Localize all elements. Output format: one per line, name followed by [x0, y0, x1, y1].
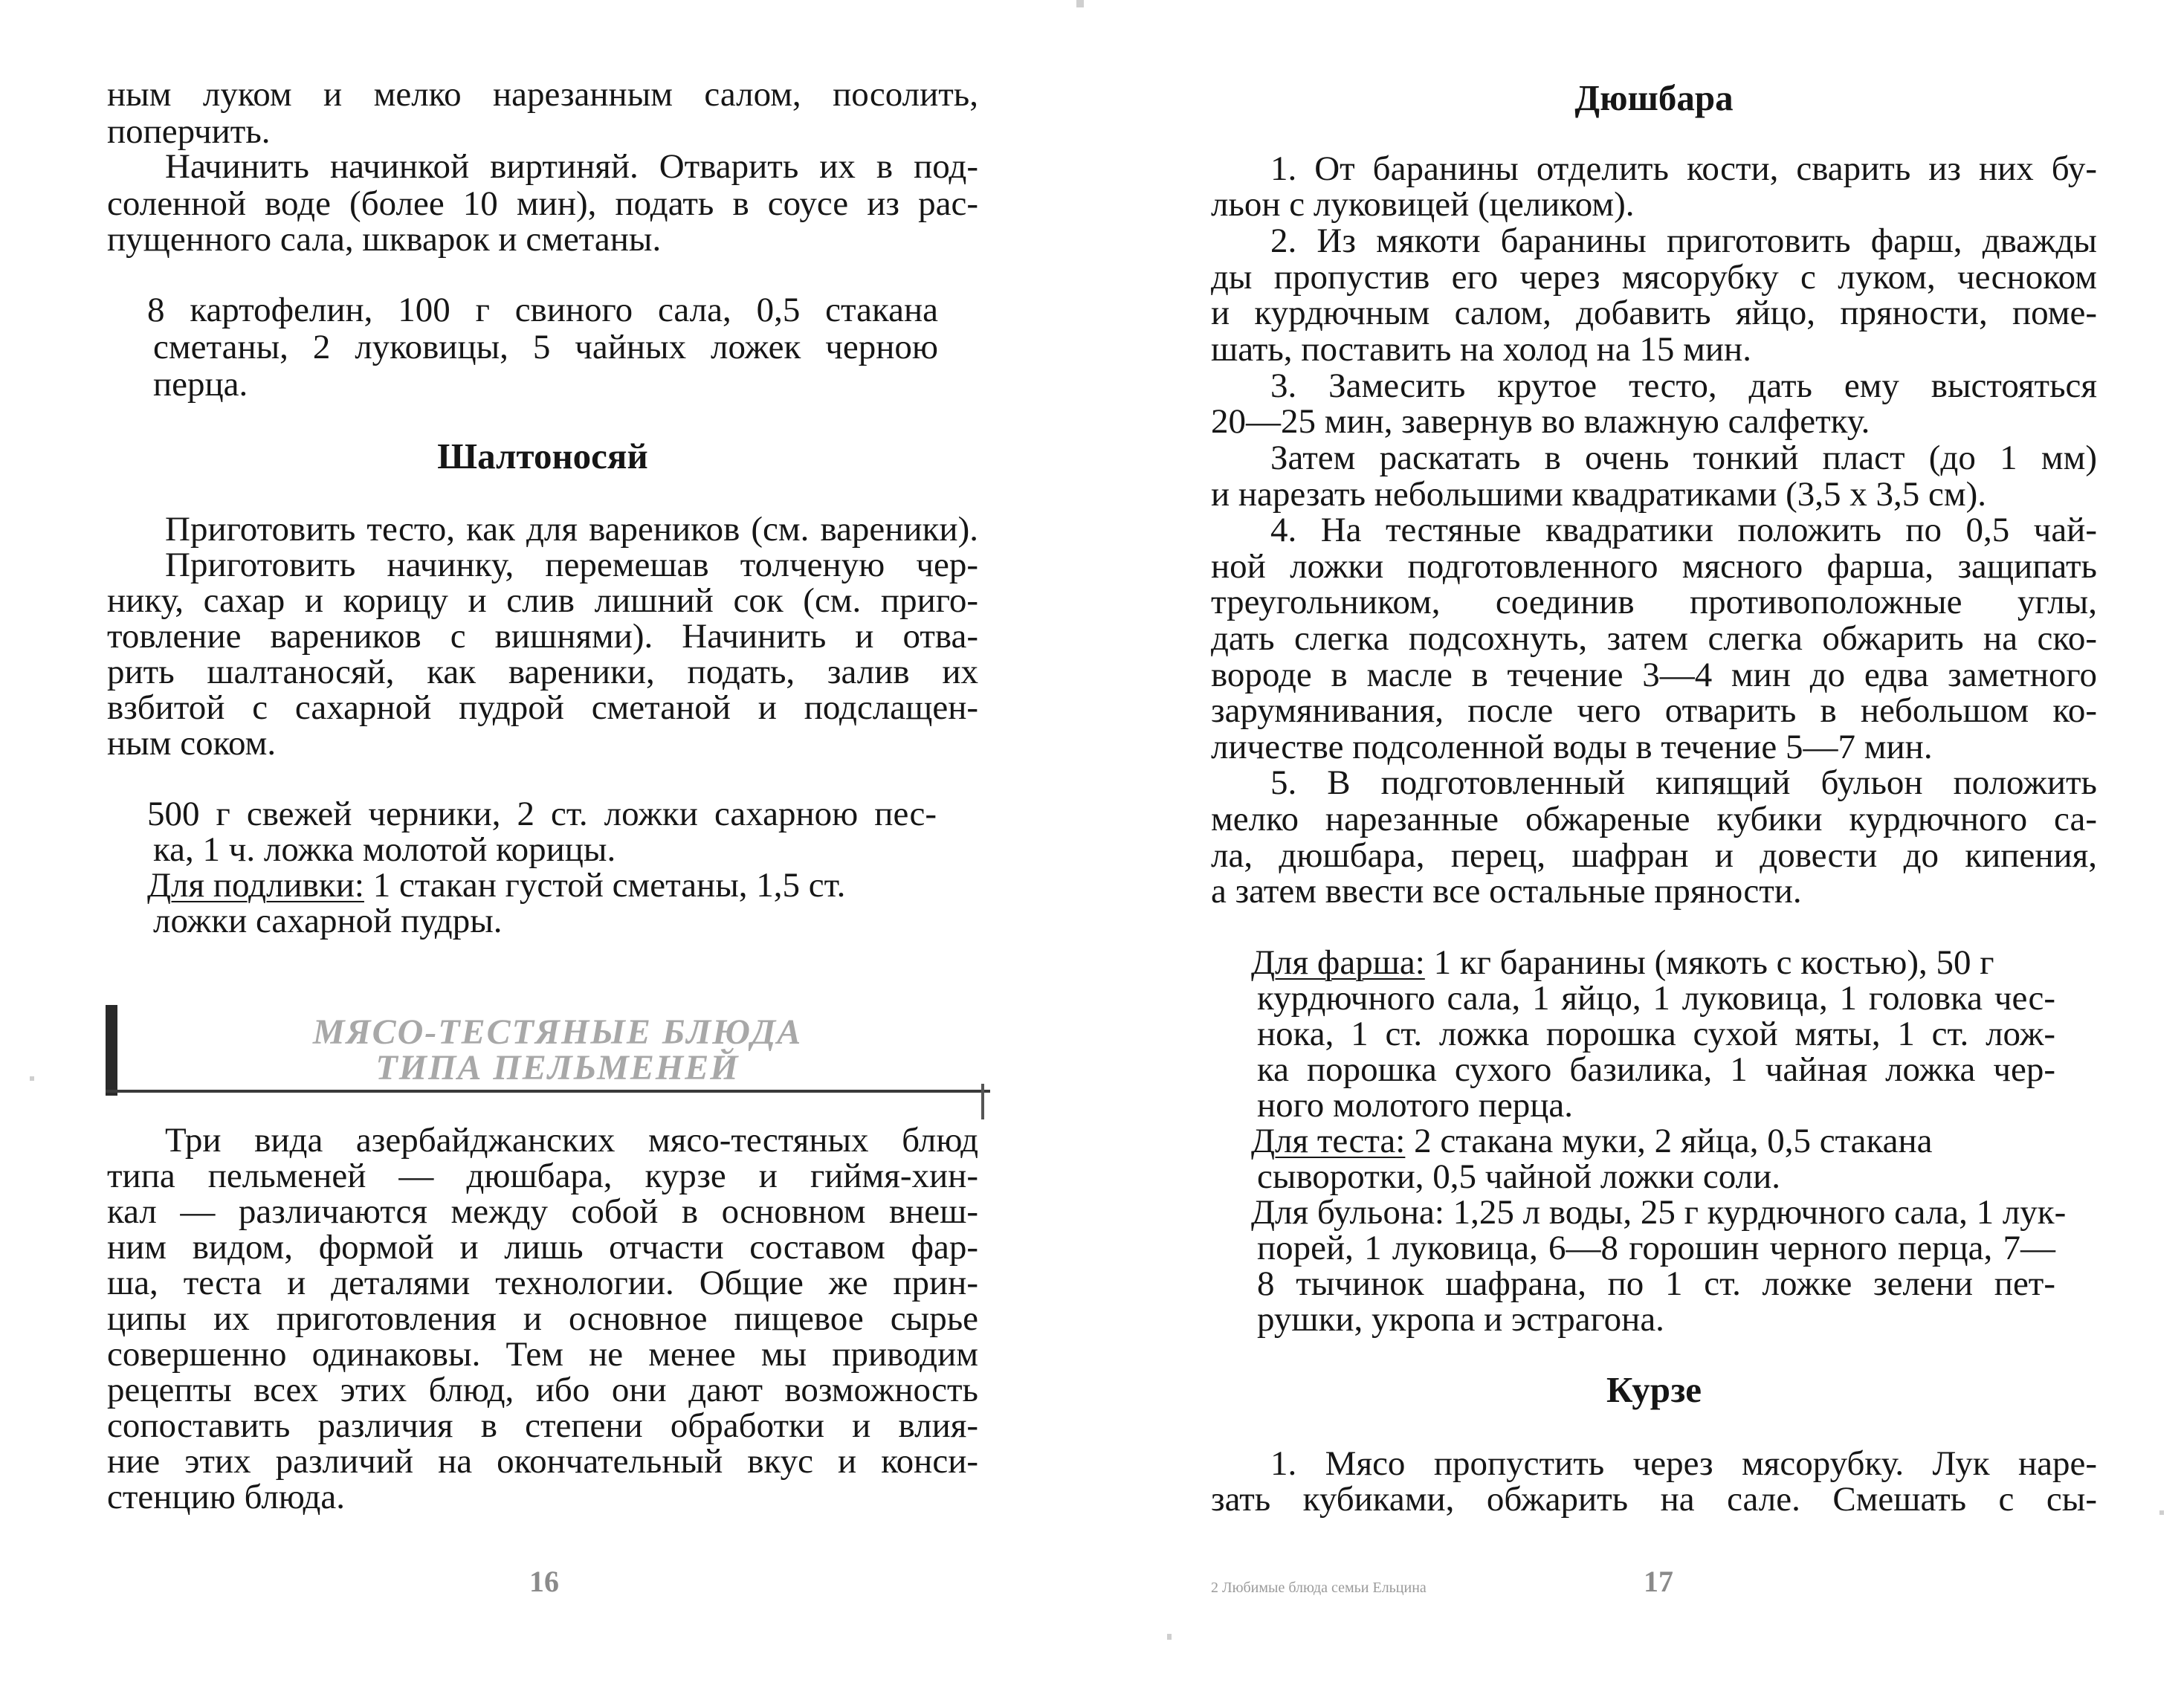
ingredients-line: сыворотки, 0,5 чайной ложки соли.	[1257, 1157, 1781, 1196]
text-line: ным луком и мелко нарезанным салом, посолить,	[107, 75, 978, 114]
text-line: 4. На тестяные квадратики положить по 0,5 чай-	[1270, 511, 2097, 549]
text-line: 1. От баранины отделить кости, сварить из них бу-	[1270, 149, 2097, 188]
ingredients-line: 8 тычинок шафрана, по 1 ст. ложке зелени пет-	[1257, 1264, 2055, 1303]
footer-note: 2 Любимые блюда семьи Ельцина	[1211, 1580, 1427, 1596]
page-number: 16	[529, 1565, 559, 1598]
text-line: 5. В подготовленный кипящий бульон положить	[1270, 763, 2097, 802]
text-line: ды пропустив его через мясорубку с луком, чесноком	[1211, 258, 2097, 297]
ingredients-label: Для подливки:	[147, 866, 364, 905]
text-line: вороде в масле в течение 3—4 мин до едва заметного	[1211, 656, 2097, 694]
text-line: Приготовить начинку, перемешав толченую чер-	[165, 546, 978, 584]
ingredients-line: Для бульона: 1,25 л воды, 25 г курдючного сала, 1 лук-	[1251, 1193, 2067, 1232]
ingredients-label: Для фарша:	[1251, 943, 1425, 982]
text-line: зарумянивания, после чего отварить в небольшом ко-	[1211, 691, 2097, 730]
text-line: ла, дюшбара, перец, шафран и довести до кипения,	[1211, 836, 2097, 875]
text-line: ципы их приготовления и основное пищевое сырье	[107, 1299, 978, 1338]
ingredients-line	[1251, 1121, 2055, 1161]
text-line: льон с луковицей (целиком).	[1211, 185, 1635, 224]
text-line: поперчить.	[107, 112, 271, 151]
text-line: дать слегка подсохнуть, затем слегка обжарить на ско-	[1211, 619, 2097, 658]
ingredients-text: 1 кг баранины (мякоть с костью), 50 г	[1424, 943, 1994, 982]
text-line: мелко нарезанные обжареные кубики курдючного са-	[1211, 800, 2097, 838]
text-line: шать, поставить на холод на 15 мин.	[1211, 330, 1751, 369]
text-line: Затем раскатать в очень тонкий пласт (до 1 мм)	[1270, 439, 2097, 477]
text-line: и нарезать небольшими квадратиками (3,5 х 3,5 см).	[1211, 475, 1987, 514]
ingredients-text: 1 стакан густой сметаны, 1,5 ст.	[364, 866, 846, 905]
ingredients-line: перца.	[153, 365, 248, 404]
ingredients-label: Для теста:	[1251, 1122, 1406, 1160]
recipe-title: Шалтоносяй	[437, 436, 648, 476]
text-line: Три вида азербайджанских мясо-тестяных блюд	[165, 1121, 978, 1160]
scan-speck	[1076, 0, 1084, 7]
text-line: 3. Замесить крутое тесто, дать ему выстояться	[1270, 366, 2097, 405]
text-line: стенцию блюда.	[107, 1478, 346, 1516]
text-line: зать кубиками, обжарить на сале. Смешать с сы-	[1211, 1480, 2097, 1519]
scan-speck	[1167, 1634, 1172, 1640]
recipe-title: Курзе	[1606, 1369, 1702, 1410]
text-line: ние этих различий на окончательный вкус и конси-	[107, 1442, 978, 1481]
text-line: ной ложки подготовленного мясного фарша, защипать	[1211, 547, 2097, 586]
text-line: личестве подсоленной воды в течение 5—7 мин.	[1211, 728, 1933, 766]
right-page	[1092, 0, 2184, 1697]
text-line: Начинить начинкой виртиняй. Отварить их в под-	[165, 147, 978, 186]
text-line: 2. Из мякоти баранины приготовить фарш, дважды	[1270, 222, 2097, 260]
section-title: МЯСО-ТЕСТЯНЫЕ БЛЮДА	[312, 1012, 803, 1052]
text-line: нику, сахар и корицу и слив лишний сок (см. приго-	[107, 581, 978, 620]
text-line: 1. Мясо пропустить через мясорубку. Лук наре-	[1270, 1444, 2097, 1483]
ingredients-line	[1251, 943, 2055, 983]
ingredients-line: курдючного сала, 1 яйцо, 1 луковица, 1 головка чес-	[1257, 979, 2055, 1018]
section-title: ТИПА ПЕЛЬМЕНЕЙ	[375, 1048, 740, 1087]
text-line: пущенного сала, шкварок и сметаны.	[107, 220, 662, 259]
text-line: рить шалтаносяй, как вареники, подать, залив их	[107, 653, 978, 691]
text-line: рецепты всех этих блюд, ибо они дают возможность	[107, 1371, 978, 1409]
ingredients-line: ного молотого перца.	[1257, 1086, 1574, 1125]
text-line: а затем ввести все остальные пряности.	[1211, 872, 1802, 911]
text-line: ным соком.	[107, 724, 277, 763]
ingredients-line: рушки, укропа и эстрагона.	[1257, 1300, 1664, 1339]
text-line: треугольником, соединив противоположные углы,	[1211, 583, 2097, 621]
text-line: 20—25 мин, завернув во влажную салфетку.	[1211, 402, 1870, 441]
text-line: сопоставить различия в степени обработки и влия-	[107, 1406, 978, 1445]
text-line: и курдючным салом, добавить яйцо, пряности, поме-	[1211, 294, 2097, 332]
text-line: соленной воде (более 10 мин), подать в соусе из рас-	[107, 184, 978, 223]
recipe-title: Дюшбара	[1574, 77, 1734, 118]
section-bar	[106, 1005, 117, 1096]
text-line: ним видом, формой и лишь отчасти составом фар-	[107, 1228, 978, 1267]
ingredients-line: нока, 1 ст. ложка порошка сухой мяты, 1 ст. лож-	[1257, 1015, 2055, 1053]
text-line: кал — различаются между собой в основном внеш-	[107, 1192, 978, 1231]
ingredients-line: порей, 1 луковица, 6—8 горошин черного перца, 7—	[1257, 1229, 2055, 1267]
scan-speck	[30, 1076, 34, 1081]
section-rule-tick	[981, 1084, 984, 1119]
text-line: Приготовить тесто, как для вареников (см. вареники).	[165, 510, 978, 549]
section-rule	[106, 1090, 990, 1093]
ingredients-line: ка, 1 ч. ложка молотой корицы.	[153, 830, 616, 869]
ingredients-line: сметаны, 2 луковицы, 5 чайных ложек черною	[153, 328, 938, 366]
text-line: взбитой с сахарной пудрой сметаной и подслащен-	[107, 688, 978, 727]
text-line: ша, теста и деталями технологии. Общие же прин-	[107, 1264, 978, 1302]
ingredients-text: 2 стакана муки, 2 яйца, 0,5 стакана	[1405, 1122, 1933, 1160]
page-number: 17	[1644, 1565, 1673, 1598]
ingredients-line	[147, 865, 937, 905]
ingredients-line: 8 картофелин, 100 г свиного сала, 0,5 стакана	[147, 291, 938, 329]
ingredients-line: ка порошка сухого базилика, 1 чайная ложка чер-	[1257, 1050, 2055, 1089]
text-line: типа пельменей — дюшбара, курзе и гиймя-хин-	[107, 1157, 978, 1195]
text-line: совершенно одинаковы. Тем не менее мы приводим	[107, 1335, 978, 1374]
ingredients-line: 500 г свежей черники, 2 ст. ложки сахарною пес-	[147, 795, 937, 833]
scan-speck	[2159, 1510, 2164, 1515]
text-line: товление вареников с вишнями). Начинить и отва-	[107, 617, 978, 656]
ingredients-line: ложки сахарной пудры.	[153, 902, 503, 940]
